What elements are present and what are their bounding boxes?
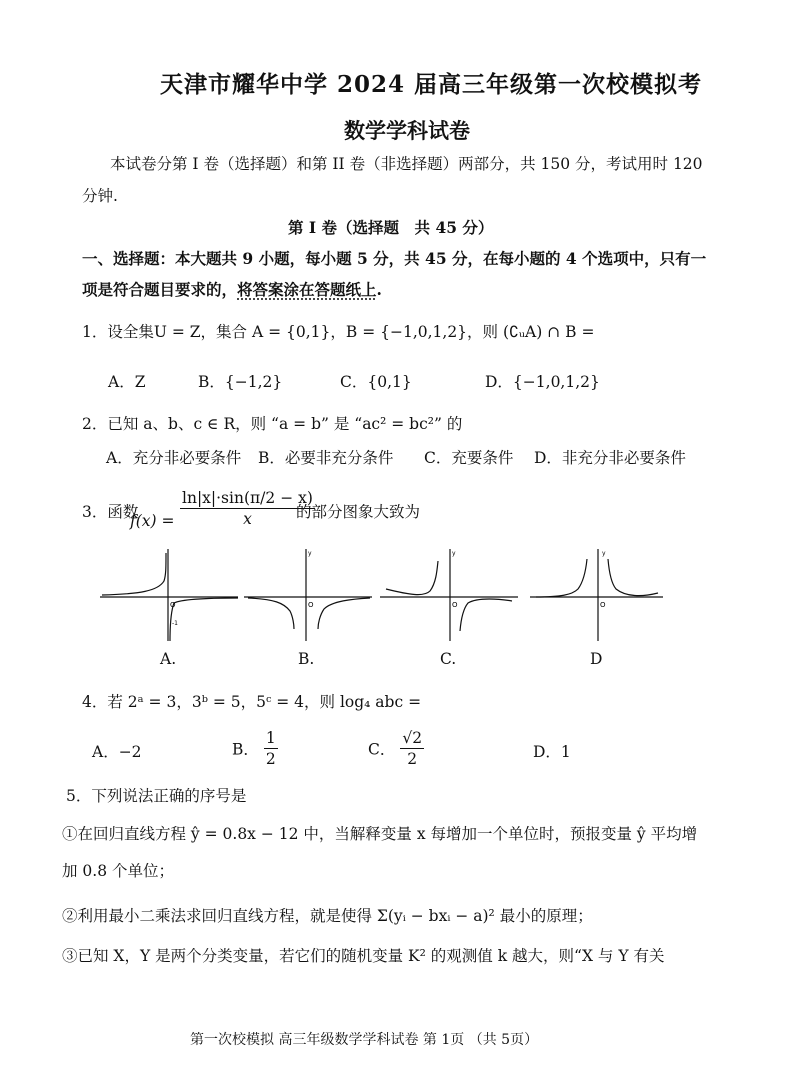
- q4-option-a: A．−2: [92, 743, 142, 761]
- q4-option-b-prefix: B．: [232, 740, 259, 759]
- svg-text:-1: -1: [172, 620, 178, 627]
- q4-option-c-prefix: C．: [368, 740, 396, 759]
- q2-option-d: D．非充分非必要条件: [534, 449, 686, 467]
- q2-option-a: A．充分非必要条件: [106, 449, 242, 467]
- q4-option-b-num: 1: [265, 729, 276, 747]
- svg-text:O: O: [170, 601, 176, 609]
- exam-subtitle: 数学学科试卷: [344, 118, 470, 143]
- q3-suffix: 的部分图象大致为: [296, 503, 421, 521]
- page-footer: 第一次校模拟 高三年级数学学科试卷 第 1页 （共 5页）: [190, 1032, 539, 1048]
- svg-text:y: y: [308, 550, 312, 557]
- q4-option-c: [368, 728, 424, 769]
- q2-option-c: C．充要条件: [424, 449, 514, 467]
- instruction-line-2: [82, 278, 382, 300]
- q5-item-2: ②利用最小二乘法求回归直线方程，就是使得 Σ(yᵢ − bxᵢ − a)² 最小的原理；: [62, 907, 593, 925]
- instruction-emphasis: 将答案涂在答题纸上: [237, 280, 377, 299]
- intro-line-2: 分钟.: [82, 187, 118, 205]
- q3-graph-a: [100, 545, 240, 645]
- q3-graph-b: [244, 545, 374, 645]
- q3-fraction: [180, 488, 315, 529]
- instruction-period: .: [376, 280, 382, 299]
- graph-d-curve-left: [536, 559, 587, 597]
- q1-option-c: C．{0,1}: [340, 373, 412, 391]
- graph-a-curve-right: [170, 598, 238, 641]
- q3-prefix: 3．函数: [82, 503, 139, 521]
- instruction-line-1: 一、选择题：本大题共 9 小题，每小题 5 分，共 45 分，在每小题的 4 个选项中，只有一: [82, 249, 707, 268]
- svg-text:O: O: [308, 601, 314, 609]
- q3-label-c: C.: [440, 650, 457, 668]
- q1-stem: 1．设全集U = Z，集合 A = {0,1}，B = {−1,0,1,2}，则 (∁ᵤA) ∩ B =: [82, 323, 595, 341]
- q3-numerator: ln|x|·sin(π/2 − x): [182, 489, 313, 507]
- q4-stem: 4．若 2ᵃ = 3，3ᵇ = 5，5ᶜ = 4，则 log₄ abc =: [82, 693, 422, 711]
- graph-a-curve-left: [102, 553, 166, 595]
- q4-option-c-den: 2: [407, 750, 418, 768]
- intro-line-1: 本试卷分第 I 卷（选择题）和第 II 卷（非选择题）两部分，共 150 分，考试用时 120: [110, 155, 703, 173]
- q4-option-c-num: √2: [402, 729, 423, 747]
- q5-item-1-line-1: ①在回归直线方程 ŷ = 0.8x − 12 中，当解释变量 x 每增加一个单位时，预报变量 ŷ 平均增: [62, 825, 698, 843]
- q2-option-b: B．必要非充分条件: [258, 449, 394, 467]
- section-heading: 第 I 卷（选择题 共 45 分）: [288, 218, 494, 237]
- q1-option-d: D．{−1,0,1,2}: [485, 373, 600, 391]
- graph-d-curve-right: [608, 559, 658, 596]
- graph-c-curve-right: [460, 599, 512, 631]
- q3-label-a: A.: [160, 650, 177, 668]
- graph-c-curve-left: [386, 561, 438, 595]
- q5-stem: 5．下列说法正确的序号是: [66, 787, 247, 805]
- svg-text:O: O: [452, 601, 458, 609]
- graph-b-curve-left: [248, 598, 294, 629]
- instruction-text: 项是符合题目要求的，: [82, 280, 238, 299]
- q1-option-a: A．Z: [108, 373, 146, 391]
- q3-graph-d: [530, 545, 665, 645]
- q5-item-3: ③已知 X，Y 是两个分类变量，若它们的随机变量 K² 的观测值 k 越大，则“X 与 Y 有关: [62, 947, 665, 965]
- q3-graph-c: [380, 545, 520, 645]
- q5-item-1-line-2: 加 0.8 个单位；: [62, 862, 175, 880]
- q1-option-b: B．{−1,2}: [198, 373, 283, 391]
- q3-label-b: B.: [298, 650, 315, 668]
- q4-option-d: D．1: [533, 743, 571, 761]
- q4-option-b-den: 2: [265, 750, 276, 768]
- svg-text:y: y: [452, 550, 456, 557]
- graph-b-curve-right: [318, 598, 370, 629]
- svg-text:y: y: [602, 550, 606, 557]
- q2-stem: 2．已知 a、b、c ∈ R，则 “a = b” 是 “ac² = bc²” 的: [82, 415, 463, 433]
- q3-denominator: x: [243, 510, 252, 528]
- q4-option-b: [232, 728, 278, 769]
- exam-title: 天津市耀华中学 2024 届高三年级第一次校模拟考: [160, 71, 703, 98]
- svg-text:O: O: [600, 601, 606, 609]
- q3-fx: f(x) =: [130, 512, 175, 530]
- q3-label-d: D: [590, 650, 603, 668]
